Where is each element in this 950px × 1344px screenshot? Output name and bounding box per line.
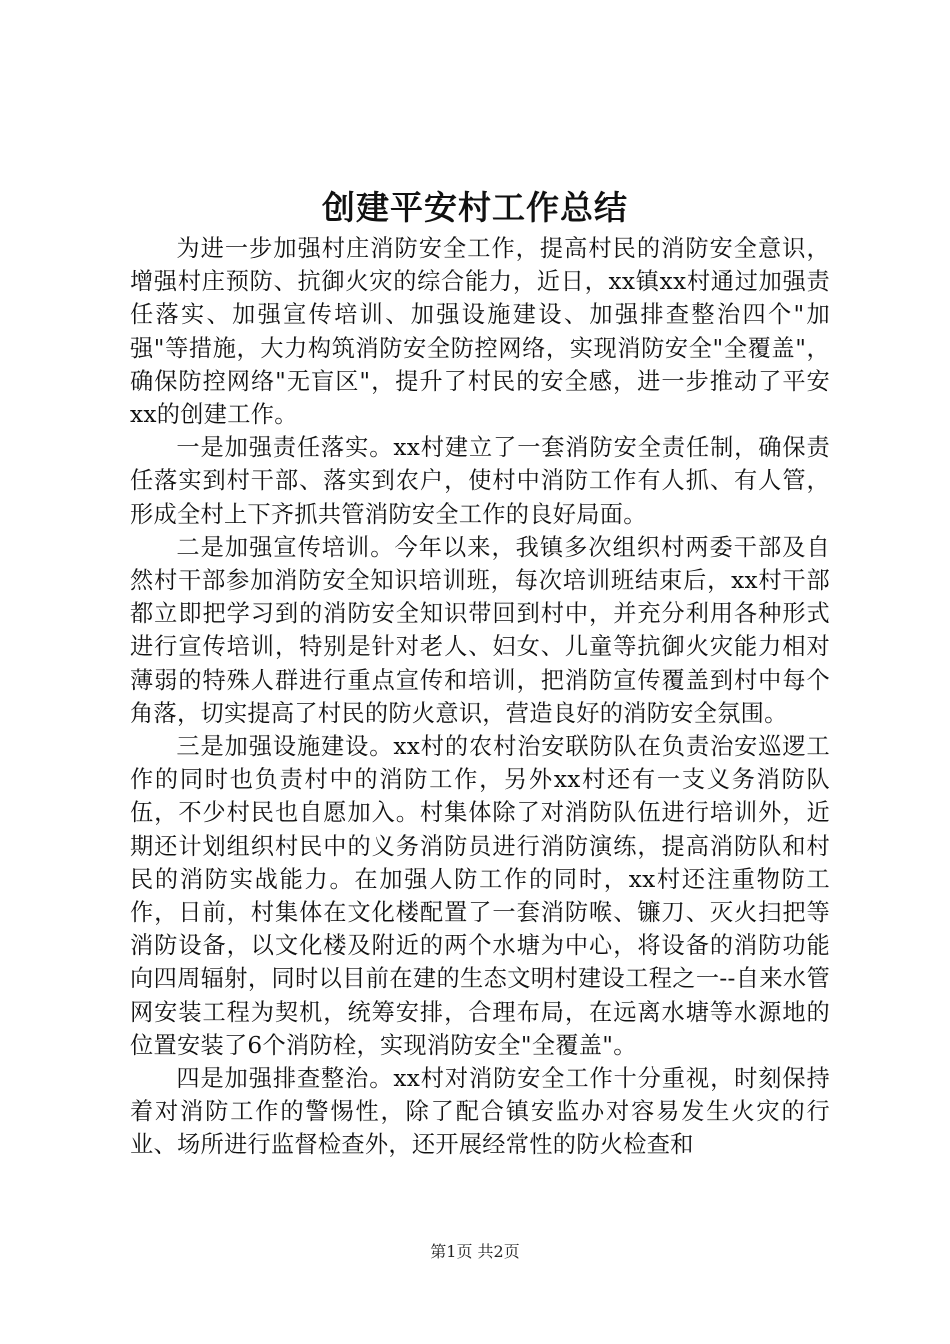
paragraph-inspection: 四是加强排查整治。xx村对消防安全工作十分重视，时刻保持着对消防工作的警惕性，除了配合镇安监办对容易发生火灾的行业、场所进行监督检查外，还开展经常性的防火检查和 (130, 1065, 830, 1159)
paragraph-facilities: 三是加强设施建设。xx村的农村治安联防队在负责治安巡逻工作的同时也负责村中的消防工作，另外xx村还有一支义务消防队伍，不少村民也自愿加入。村集体除了对消防队伍进行培训外，近期还计划组织村民中的义务消防员进行消防演练，提高消防队和村民的消防实战能力。在加强人防工作的同时，xx村还注重物防工作，日前，村集体在文化楼配置了一套消防喉、镰刀、灭火扫把等消防设备，以文化楼及附近的两个水塘为中心，将设备的消防功能向四周辐射，同时以目前在建的生态文明村建设工程之一--自来水管网安装工程为契机，统筹安排，合理布局，在远离水塘等水源地的位置安装了6个消防栓，实现消防安全"全覆盖"。 (130, 733, 830, 1059)
paragraph-training: 二是加强宣传培训。今年以来，我镇多次组织村两委干部及自然村干部参加消防安全知识培训班，每次培训班结束后，xx村干部都立即把学习到的消防安全知识带回到村中，并充分利用各种形式进行宣传培训，特别是针对老人、妇女、儿童等抗御火灾能力相对薄弱的特殊人群进行重点宣传和培训，把消防宣传覆盖到村中每个角落，切实提高了村民的防火意识，营造良好的消防安全氛围。 (130, 533, 830, 727)
paragraph-responsibility: 一是加强责任落实。xx村建立了一套消防安全责任制，确保责任落实到村干部、落实到农户，使村中消防工作有人抓、有人管，形成全村上下齐抓共管消防安全工作的良好局面。 (130, 434, 830, 528)
page-number-footer: 第1页 共2页 (430, 1242, 520, 1261)
paragraph-intro: 为进一步加强村庄消防安全工作，提高村民的消防安全意识，增强村庄预防、抗御火灾的综合能力，近日，xx镇xx村通过加强责任落实、加强宣传培训、加强设施建设、加强排查整治四个"加强"等措施，大力构筑消防安全防控网络，实现消防安全"全覆盖"，确保防控网络"无盲区"，提升了村民的安全感，进一步推动了平安xx的创建工作。 (130, 235, 830, 429)
document-title: 创建平安村工作总结 (322, 188, 628, 227)
document-body (130, 232, 830, 1162)
